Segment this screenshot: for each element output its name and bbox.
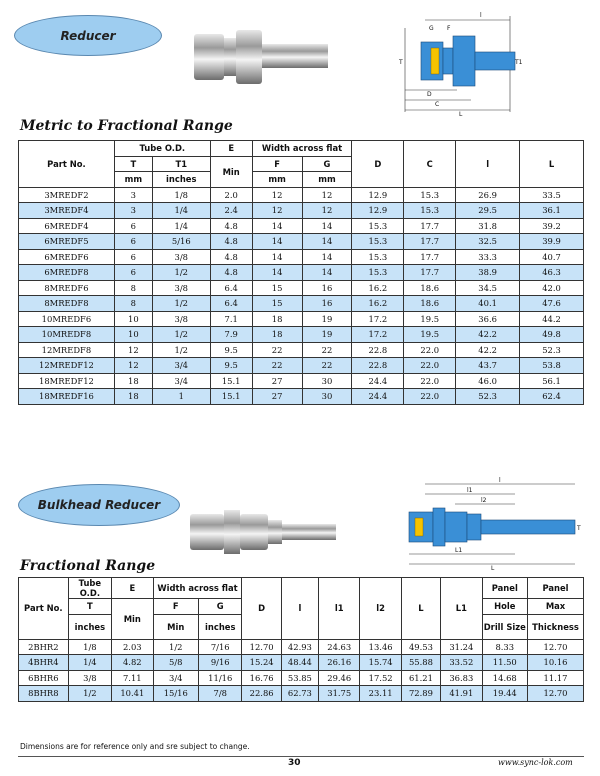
table-cell: 22.8 <box>352 358 404 374</box>
part-number-cell: 4BHR4 <box>19 655 69 671</box>
table-cell: 10.16 <box>528 655 584 671</box>
b-header-tube-od: Tube O.D. <box>68 578 111 599</box>
header-t1-unit: inches <box>152 172 210 188</box>
table-row <box>19 203 584 219</box>
table-cell: 42.2 <box>456 327 520 343</box>
b-header-t: T <box>68 599 111 615</box>
header-c: C <box>404 141 456 188</box>
table-row <box>19 280 584 296</box>
svg-text:l2: l2 <box>481 497 487 504</box>
part-number-cell: 6MREDF5 <box>19 234 115 250</box>
table-cell: 40.7 <box>520 249 584 265</box>
header-d: D <box>352 141 404 188</box>
table-cell: 18 <box>114 389 152 405</box>
part-number-cell: 8BHR8 <box>19 686 69 702</box>
table-cell: 14 <box>252 218 302 234</box>
table-cell: 47.6 <box>520 296 584 312</box>
table-row <box>19 686 584 702</box>
b-header-l-big1: L1 <box>441 578 482 640</box>
svg-text:T: T <box>577 525 581 532</box>
table-cell: 16.76 <box>242 670 281 686</box>
table-cell: 12 <box>302 187 352 203</box>
table-cell: 26.9 <box>456 187 520 203</box>
page-number: 30 <box>288 758 301 768</box>
table-cell: 27 <box>252 389 302 405</box>
table-cell: 10.41 <box>112 686 153 702</box>
table-cell: 19.5 <box>404 327 456 343</box>
table-cell: 14 <box>302 265 352 281</box>
svg-text:l1: l1 <box>467 487 473 494</box>
header-width: Width across flat <box>252 141 352 157</box>
header-g: G <box>302 156 352 172</box>
svg-text:D: D <box>427 91 432 98</box>
table-cell: 2.0 <box>210 187 252 203</box>
svg-text:L: L <box>491 565 495 572</box>
table-cell: 1/4 <box>68 655 111 671</box>
table-cell: 12 <box>252 187 302 203</box>
part-number-cell: 18MREDF16 <box>19 389 115 405</box>
b-header-hole: Hole <box>482 599 528 615</box>
table-row <box>19 342 584 358</box>
table-cell: 1/2 <box>152 327 210 343</box>
table-cell: 29.5 <box>456 203 520 219</box>
table-row <box>19 670 584 686</box>
table-cell: 14.68 <box>482 670 528 686</box>
table-cell: 7.1 <box>210 311 252 327</box>
header-f: F <box>252 156 302 172</box>
table-cell: 14 <box>302 218 352 234</box>
table-cell: 4.8 <box>210 234 252 250</box>
table-cell: 12 <box>302 203 352 219</box>
table-cell: 26.16 <box>319 655 360 671</box>
table-cell: 8.33 <box>482 639 528 655</box>
table-cell: 18.6 <box>404 280 456 296</box>
table-cell: 44.2 <box>520 311 584 327</box>
table-row <box>19 311 584 327</box>
table-cell: 12 <box>114 342 152 358</box>
b-header-width: Width across flat <box>153 578 242 599</box>
table-cell: 49.8 <box>520 327 584 343</box>
table-cell: 1/2 <box>152 265 210 281</box>
bulkhead-reducer-badge <box>18 484 180 526</box>
table-cell: 9.5 <box>210 358 252 374</box>
part-number-cell: 10MREDF6 <box>19 311 115 327</box>
table-row <box>19 187 584 203</box>
table-cell: 53.8 <box>520 358 584 374</box>
bulkhead-fitting-photo <box>188 510 338 554</box>
table-cell: 61.21 <box>401 670 440 686</box>
table-cell: 36.1 <box>520 203 584 219</box>
website-url: www.sync-lok.com <box>498 758 573 767</box>
table-cell: 22.8 <box>352 342 404 358</box>
part-number-cell: 3MREDF2 <box>19 187 115 203</box>
table-cell: 3/4 <box>152 373 210 389</box>
footer-divider <box>18 756 584 757</box>
table-cell: 24.63 <box>319 639 360 655</box>
table-cell: 10 <box>114 311 152 327</box>
table-cell: 3/4 <box>153 670 199 686</box>
table-row <box>19 265 584 281</box>
table-cell: 31.75 <box>319 686 360 702</box>
table-cell: 6 <box>114 218 152 234</box>
table-cell: 16 <box>302 280 352 296</box>
table-cell: 15.3 <box>404 187 456 203</box>
table-cell: 12 <box>114 358 152 374</box>
table-cell: 22.0 <box>404 358 456 374</box>
table-cell: 1/2 <box>153 639 199 655</box>
b-header-max: Max <box>528 599 584 615</box>
svg-text:G: G <box>429 25 434 32</box>
table-cell: 11.17 <box>528 670 584 686</box>
table-cell: 12.70 <box>528 686 584 702</box>
table-cell: 14 <box>252 249 302 265</box>
part-number-cell: 3MREDF4 <box>19 203 115 219</box>
table-cell: 2.03 <box>112 639 153 655</box>
table-cell: 1/2 <box>68 686 111 702</box>
svg-text:L: L <box>459 111 463 118</box>
table-cell: 62.4 <box>520 389 584 405</box>
table-cell: 17.2 <box>352 311 404 327</box>
table-cell: 15 <box>252 280 302 296</box>
table-cell: 16 <box>302 296 352 312</box>
table-cell: 11/16 <box>199 670 242 686</box>
bulkhead-table <box>18 577 584 702</box>
table-row <box>19 639 584 655</box>
header-t-unit: mm <box>114 172 152 188</box>
table-cell: 14 <box>302 234 352 250</box>
table-cell: 33.52 <box>441 655 482 671</box>
svg-text:C: C <box>435 101 440 108</box>
part-number-cell: 6MREDF8 <box>19 265 115 281</box>
table-cell: 7.9 <box>210 327 252 343</box>
footnote: Dimensions are for reference only and sre subject to change. <box>20 742 250 751</box>
table-cell: 46.0 <box>456 373 520 389</box>
part-number-cell: 2BHR2 <box>19 639 69 655</box>
part-number-cell: 12MREDF8 <box>19 342 115 358</box>
table-cell: 4.8 <box>210 218 252 234</box>
table-cell: 22 <box>302 342 352 358</box>
table-cell: 2.4 <box>210 203 252 219</box>
table-cell: 15.1 <box>210 389 252 405</box>
table-cell: 55.88 <box>401 655 440 671</box>
table-cell: 4.82 <box>112 655 153 671</box>
table-cell: 38.9 <box>456 265 520 281</box>
table-cell: 5/8 <box>153 655 199 671</box>
table-cell: 4.8 <box>210 265 252 281</box>
table-cell: 29.46 <box>319 670 360 686</box>
table-cell: 22 <box>302 358 352 374</box>
table-cell: 32.5 <box>456 234 520 250</box>
part-number-cell: 12MREDF12 <box>19 358 115 374</box>
table-cell: 15.1 <box>210 373 252 389</box>
table-cell: 15.3 <box>404 203 456 219</box>
b-header-g-unit: inches <box>199 614 242 639</box>
header-tube-od: Tube O.D. <box>114 141 210 157</box>
b-header-part-no: Part No. <box>19 578 69 640</box>
table-cell: 22.0 <box>404 373 456 389</box>
header-part-no: Part No. <box>19 141 115 188</box>
table-cell: 3/8 <box>68 670 111 686</box>
table-cell: 14 <box>252 234 302 250</box>
table-cell: 15.74 <box>360 655 401 671</box>
b-header-g: G <box>199 599 242 615</box>
part-number-cell: 18MREDF12 <box>19 373 115 389</box>
table-cell: 18 <box>252 327 302 343</box>
svg-text:l: l <box>480 12 482 19</box>
header-l-big: L <box>520 141 584 188</box>
bulkhead-dimension-drawing <box>395 476 585 572</box>
table-cell: 19.44 <box>482 686 528 702</box>
table-row <box>19 389 584 405</box>
table-cell: 56.1 <box>520 373 584 389</box>
table-cell: 7.11 <box>112 670 153 686</box>
table-cell: 7/8 <box>199 686 242 702</box>
b-header-drill: Drill Size <box>482 614 528 639</box>
table-cell: 40.1 <box>456 296 520 312</box>
table-cell: 12.70 <box>242 639 281 655</box>
table-cell: 24.4 <box>352 389 404 405</box>
b-header-panel1: Panel <box>482 578 528 599</box>
table-row <box>19 373 584 389</box>
table-cell: 6 <box>114 249 152 265</box>
table-cell: 42.2 <box>456 342 520 358</box>
table-cell: 3 <box>114 203 152 219</box>
table-cell: 30 <box>302 389 352 405</box>
range-title-2: Fractional Range <box>20 558 156 574</box>
header-t1: T1 <box>152 156 210 172</box>
b-header-e-min: Min <box>112 599 153 640</box>
table-cell: 6.4 <box>210 296 252 312</box>
table-cell: 33.3 <box>456 249 520 265</box>
bulkhead-reducer-badge-label: Bulkhead Reducer <box>37 498 161 512</box>
table-cell: 48.44 <box>281 655 318 671</box>
table-cell: 4.8 <box>210 249 252 265</box>
b-header-l1: l1 <box>319 578 360 640</box>
table-cell: 22.0 <box>404 342 456 358</box>
table-cell: 16.2 <box>352 280 404 296</box>
table-cell: 15.24 <box>242 655 281 671</box>
table-cell: 72.89 <box>401 686 440 702</box>
table-cell: 17.7 <box>404 249 456 265</box>
table-cell: 8 <box>114 296 152 312</box>
table-cell: 8 <box>114 280 152 296</box>
svg-text:l: l <box>499 477 501 484</box>
table-cell: 19 <box>302 311 352 327</box>
table-cell: 23.11 <box>360 686 401 702</box>
table-cell: 17.7 <box>404 218 456 234</box>
table-cell: 13.46 <box>360 639 401 655</box>
table-cell: 31.8 <box>456 218 520 234</box>
part-number-cell: 8MREDF6 <box>19 280 115 296</box>
table-cell: 24.4 <box>352 373 404 389</box>
b-header-panel2: Panel <box>528 578 584 599</box>
table-cell: 27 <box>252 373 302 389</box>
table-cell: 1/8 <box>68 639 111 655</box>
part-number-cell: 6MREDF6 <box>19 249 115 265</box>
table-row <box>19 358 584 374</box>
table-cell: 7/16 <box>199 639 242 655</box>
table-cell: 15.3 <box>352 218 404 234</box>
table-cell: 1/4 <box>152 218 210 234</box>
table-cell: 14 <box>302 249 352 265</box>
svg-text:T: T <box>399 59 403 66</box>
b-header-l-small: l <box>281 578 318 640</box>
table-cell: 30 <box>302 373 352 389</box>
reducer-dimension-drawing <box>395 8 525 118</box>
svg-text:F: F <box>447 25 451 32</box>
b-header-l-big: L <box>401 578 440 640</box>
table-cell: 22 <box>252 342 302 358</box>
table-cell: 39.9 <box>520 234 584 250</box>
table-cell: 36.83 <box>441 670 482 686</box>
table-cell: 15.3 <box>352 234 404 250</box>
b-header-d: D <box>242 578 281 640</box>
table-cell: 15/16 <box>153 686 199 702</box>
table-cell: 39.2 <box>520 218 584 234</box>
table-cell: 22.0 <box>404 389 456 405</box>
table-cell: 53.85 <box>281 670 318 686</box>
table-cell: 17.7 <box>404 265 456 281</box>
table-cell: 62.73 <box>281 686 318 702</box>
b-header-f: F <box>153 599 199 615</box>
b-header-l2: l2 <box>360 578 401 640</box>
table-cell: 22.86 <box>242 686 281 702</box>
table-row <box>19 249 584 265</box>
table-cell: 3/4 <box>152 358 210 374</box>
table-cell: 14 <box>252 265 302 281</box>
table-cell: 1/4 <box>152 203 210 219</box>
table-cell: 42.0 <box>520 280 584 296</box>
table-cell: 41.91 <box>441 686 482 702</box>
table-cell: 19 <box>302 327 352 343</box>
header-t: T <box>114 156 152 172</box>
table-row <box>19 234 584 250</box>
table-cell: 18 <box>252 311 302 327</box>
part-number-cell: 6BHR6 <box>19 670 69 686</box>
table-cell: 6 <box>114 234 152 250</box>
table-cell: 3 <box>114 187 152 203</box>
reducer-table <box>18 140 584 405</box>
table-cell: 16.2 <box>352 296 404 312</box>
svg-text:T1: T1 <box>515 59 523 66</box>
part-number-cell: 6MREDF4 <box>19 218 115 234</box>
header-e: E <box>210 141 252 157</box>
table-cell: 1/8 <box>152 187 210 203</box>
b-header-thickness: Thickness <box>528 614 584 639</box>
table-cell: 1 <box>152 389 210 405</box>
table-cell: 12.70 <box>528 639 584 655</box>
header-e-min: Min <box>210 156 252 187</box>
table-cell: 17.2 <box>352 327 404 343</box>
table-cell: 5/16 <box>152 234 210 250</box>
table-row <box>19 327 584 343</box>
table-cell: 18.6 <box>404 296 456 312</box>
table-row <box>19 655 584 671</box>
table-cell: 1/2 <box>152 342 210 358</box>
reducer-badge <box>14 15 162 56</box>
table-cell: 1/2 <box>152 296 210 312</box>
table-cell: 19.5 <box>404 311 456 327</box>
b-header-f-unit: Min <box>153 614 199 639</box>
table-cell: 9/16 <box>199 655 242 671</box>
reducer-badge-label: Reducer <box>60 28 116 43</box>
table-cell: 42.93 <box>281 639 318 655</box>
table-cell: 46.3 <box>520 265 584 281</box>
table-cell: 52.3 <box>456 389 520 405</box>
table-row <box>19 218 584 234</box>
part-number-cell: 8MREDF8 <box>19 296 115 312</box>
header-l-small: l <box>456 141 520 188</box>
table-cell: 11.50 <box>482 655 528 671</box>
part-number-cell: 10MREDF8 <box>19 327 115 343</box>
table-cell: 3/8 <box>152 311 210 327</box>
table-cell: 6 <box>114 265 152 281</box>
table-cell: 49.53 <box>401 639 440 655</box>
reducer-fitting-photo <box>190 28 330 86</box>
table-cell: 9.5 <box>210 342 252 358</box>
table-row <box>19 296 584 312</box>
table-cell: 3/8 <box>152 280 210 296</box>
table-cell: 17.7 <box>404 234 456 250</box>
table-cell: 12.9 <box>352 187 404 203</box>
table-cell: 34.5 <box>456 280 520 296</box>
table-cell: 6.4 <box>210 280 252 296</box>
b-header-t-unit: inches <box>68 614 111 639</box>
table-cell: 12 <box>252 203 302 219</box>
table-cell: 36.6 <box>456 311 520 327</box>
range-title-1: Metric to Fractional Range <box>20 118 233 134</box>
table-cell: 22 <box>252 358 302 374</box>
b-header-e: E <box>112 578 153 599</box>
table-cell: 15.3 <box>352 265 404 281</box>
table-cell: 17.52 <box>360 670 401 686</box>
table-cell: 3/8 <box>152 249 210 265</box>
table-cell: 15.3 <box>352 249 404 265</box>
svg-text:L1: L1 <box>455 547 463 554</box>
table-cell: 43.7 <box>456 358 520 374</box>
table-cell: 18 <box>114 373 152 389</box>
table-cell: 33.5 <box>520 187 584 203</box>
table-cell: 12.9 <box>352 203 404 219</box>
table-cell: 31.24 <box>441 639 482 655</box>
table-cell: 15 <box>252 296 302 312</box>
header-g-unit: mm <box>302 172 352 188</box>
table-cell: 10 <box>114 327 152 343</box>
header-f-unit: mm <box>252 172 302 188</box>
table-cell: 52.3 <box>520 342 584 358</box>
